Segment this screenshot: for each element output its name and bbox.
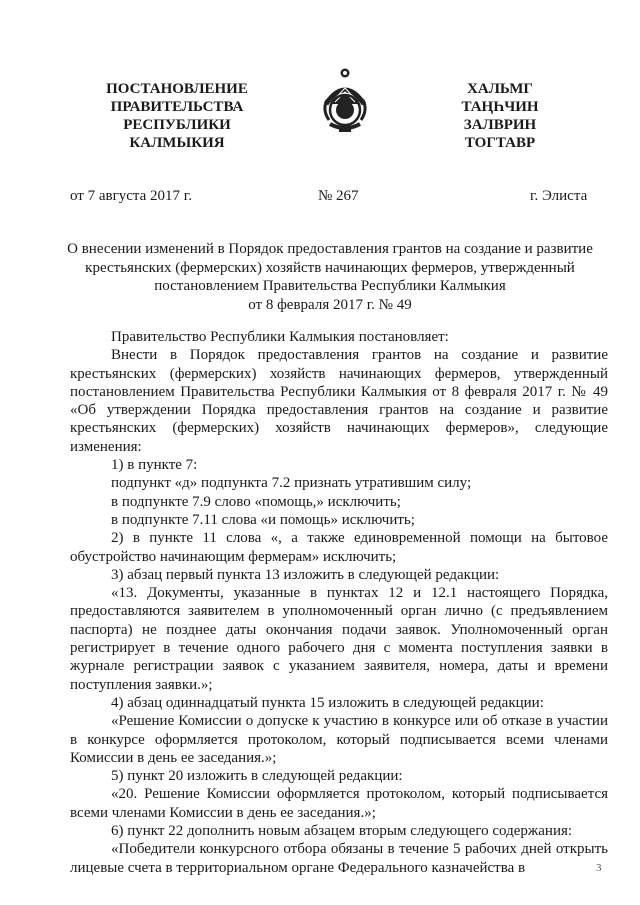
- header-left-title: ПОСТАНОВЛЕНИЕ ПРАВИТЕЛЬСТВА РЕСПУБЛИКИ КАЛМЫКИЯ: [106, 81, 248, 151]
- paragraph-quote-13: «13. Документы, указанные в пунктах 12 и 12.1 настоящего Порядка, предоставляются заявителем в уполномоченный орган лично (с предъявлением паспорта) не позднее даты окончания подачи заявок. Уполномоченный орган регистрирует в течение одного рабочего дня с момента поступления заявки в журнале регистрации заявок с указанием заявителя, номера, даты и времени поступления заявки.»;: [70, 585, 608, 693]
- paragraph-item-1a: подпункт «д» подпункта 7.2 признать утратившим силу;: [111, 475, 472, 492]
- paragraph-item-1: 1) в пункте 7:: [111, 457, 198, 474]
- page-number: 3: [596, 862, 602, 874]
- paragraph-main: Внести в Порядок предоставления грантов на создание и развитие крестьянских (фермерских) хозяйств начинающих фермеров, утвержденный постановлением Правительства Республики Калмыкия от 8 февраля 2017 г. № 49 «Об утверждении Порядка предоставления грантов на создание и развитие крестьянских (фермерских) хозяйств начинающих фермеров», следующие изменения:: [70, 347, 608, 455]
- paragraph-item-6: 6) пункт 22 дополнить новым абзацем вторым следующего содержания:: [111, 823, 573, 840]
- document-number: № 267: [318, 188, 359, 204]
- paragraph-quote-15: «Решение Комиссии о допуске к участию в конкурсе или об отказе в участии в конкурсе оформляется протоколом, который подписывается всеми членами Комиссии в день ее заседания.»;: [70, 713, 608, 766]
- document-title: О внесении изменений в Порядок предоставления грантов на создание и развитие крестьянских (фермерских) хозяйств начинающих фермеров, утвержденный постановлением Правительства Республики Калмыкия от 8 февраля 2017 г. № 49: [67, 241, 593, 313]
- paragraph-item-3: 3) абзац первый пункта 13 изложить в следующей редакции:: [111, 566, 500, 583]
- paragraph-preamble: Правительство Республики Калмыкия постановляет:: [111, 329, 449, 345]
- paragraph-quote-22: «Победители конкурсного отбора обязаны в течение 5 рабочих дней открыть лицевые счета в территориальном органе Федерального казначейства в: [70, 841, 608, 876]
- paragraph-item-1c: в подпункте 7.11 слова «и помощь» исключить;: [111, 511, 415, 528]
- document-city: г. Элиста: [530, 188, 588, 204]
- paragraph-item-5: 5) пункт 20 изложить в следующей редакции:: [111, 768, 403, 785]
- coat-of-arms-icon: [320, 64, 370, 136]
- paragraph-item-4: 4) абзац одиннадцатый пункта 15 изложить в следующей редакции:: [111, 694, 544, 711]
- header-right-title: ХАЛЬМГ ТАҢҺЧИН ЗАЛВРИН ТОГТАВР: [461, 81, 539, 151]
- paragraph-item-2: 2) в пункте 11 слова «, а также единовременной помощи на бытовое обустройство начинающим фермерам» исключить;: [70, 530, 608, 565]
- paragraph-quote-20: «20. Решение Комиссии оформляется протоколом, который подписывается всеми членами Комиссии в день ее заседания.»;: [70, 786, 608, 821]
- document-date: от 7 августа 2017 г.: [70, 188, 193, 204]
- document-body: [70, 328, 608, 877]
- paragraph-item-1b: в подпункте 7.9 слово «помощь,» исключить;: [111, 493, 401, 510]
